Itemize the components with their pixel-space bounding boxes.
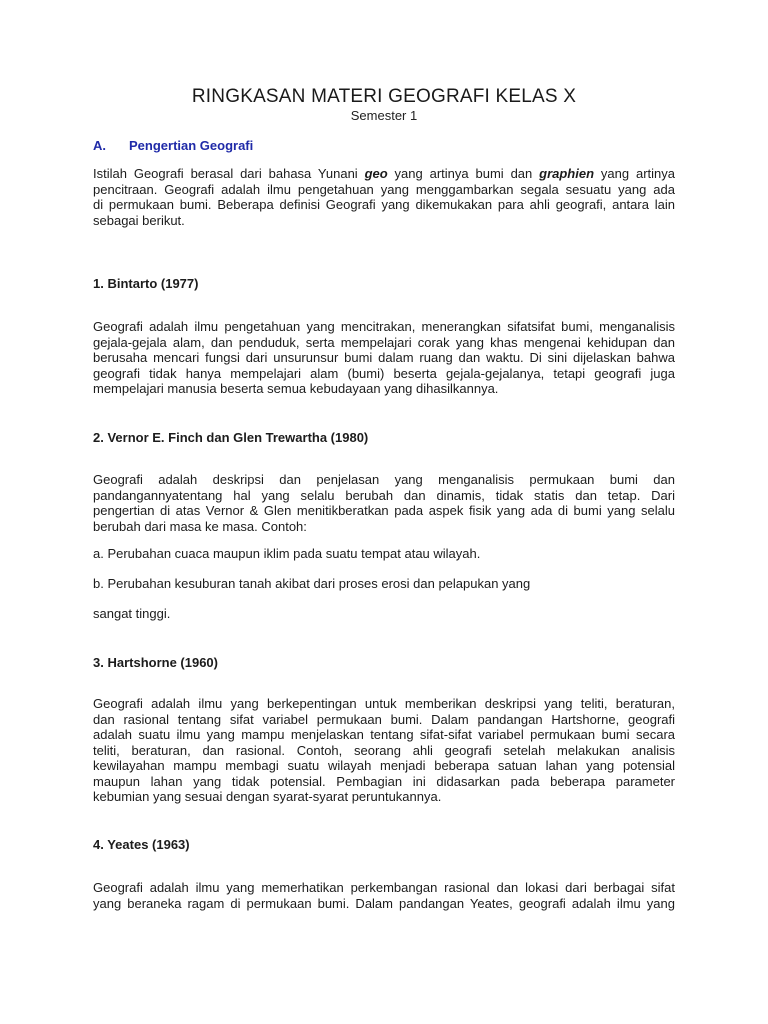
- def3-line: Geografi adalah ilmu yang berkepentingan untuk memberikan deskripsi yang teliti, beraturan,: [93, 696, 675, 711]
- def1-paragraph: [93, 319, 675, 397]
- def4-heading: 4. Yeates (1963): [93, 837, 190, 852]
- def3-paragraph: [93, 696, 675, 805]
- def1-line: Geografi adalah ilmu pengetahuan yang mencitrakan, menerangkan sifatsifat bumi, menganalisis: [93, 319, 675, 334]
- intro-text-c: yang artinya: [594, 166, 676, 181]
- def3-line: dan rasional tentang sifat variabel permukaan bumi. Dalam pandangan Hartshorne, geografi: [93, 711, 675, 727]
- def3-line: maupun lahan yang tidak potensial. Pembagian ini didasarkan pada beberapa parameter: [93, 773, 675, 789]
- def2-line: pandangannyatentang hal yang selalu berubah dan dinamis, tidak statis dan tetap. Dari: [93, 487, 675, 503]
- def2-item-a: a. Perubahan cuaca maupun iklim pada suatu tempat atau wilayah.: [93, 546, 481, 561]
- def3-line: teliti, beraturan, dan rasional. Contoh, seorang ahli geografi setelah melakukan analisis: [93, 742, 675, 758]
- intro-text-b: yang artinya bumi dan: [387, 166, 540, 181]
- intro-line-2: pencitraan. Geografi adalah ilmu pengetahuan yang menggambarkan segala sesuatu yang ada: [93, 181, 675, 197]
- document-title: RINGKASAN MATERI GEOGRAFI KELAS X: [191, 86, 577, 107]
- document-subtitle: Semester 1: [350, 108, 418, 123]
- def1-line: geografi tidak hanya mempelajari alam (bumi) beserta gejala-gejalanya, tetapi geografi juga: [93, 365, 675, 381]
- intro-line-1: [93, 166, 675, 182]
- def2-line: berubah dari masa ke masa. Contoh:: [93, 518, 307, 534]
- def4-line: yang beraneka ragam di permukaan bumi. Dalam pandangan Yeates, geografi adalah ilmu yang: [93, 895, 675, 911]
- def2-item-b-continued: sangat tinggi.: [93, 606, 171, 621]
- def3-line: adalah suatu ilmu yang mampu menjelaskan tentang sifat-sifat variabel permukaan bumi secara: [93, 727, 675, 742]
- term-graphien: graphien: [539, 166, 595, 181]
- def1-heading: 1. Bintarto (1977): [93, 276, 199, 291]
- term-geo: geo: [364, 166, 388, 181]
- def2-item-b: b. Perubahan kesuburan tanah akibat dari proses erosi dan pelapukan yang: [93, 576, 531, 591]
- def3-heading: 3. Hartshorne (1960): [93, 655, 218, 670]
- intro-line-3: di permukaan bumi. Beberapa definisi Geografi yang dikemukakan para ahli geografi, antara lain: [93, 197, 675, 212]
- def4-line: Geografi adalah ilmu yang memerhatikan perkembangan rasional dan lokasi dari berbagai sifat: [93, 880, 675, 895]
- def4-paragraph: [93, 880, 675, 911]
- section-a-heading: [93, 138, 253, 153]
- section-a-label: Pengertian Geografi: [129, 138, 254, 153]
- def1-line: berusaha mencari fungsi dari unsurunsur bumi dalam ruang dan waktu. Di sini dijelaskan bahwa: [93, 350, 675, 365]
- def3-line: kebumian yang sesuai dengan syarat-syarat peruntukannya.: [93, 789, 442, 804]
- section-a-letter: A.: [93, 138, 106, 153]
- def1-line: mempelajari manusia beserta semua kebudayaan yang dihasilkannya.: [93, 381, 499, 396]
- intro-text-a: Istilah Geografi berasal dari bahasa Yunani: [93, 166, 365, 181]
- def2-paragraph: [93, 472, 675, 534]
- intro-line-4: sebagai berikut.: [93, 212, 185, 228]
- def2-line: pengertian di atas Vernor & Glen menitikberatkan pada aspek fisik yang ada di bumi yang selalu: [93, 503, 675, 518]
- def2-heading: 2. Vernor E. Finch dan Glen Trewartha (1980): [93, 430, 369, 445]
- def2-line: Geografi adalah deskripsi dan penjelasan yang menganalisis permukaan bumi dan: [93, 472, 675, 487]
- def1-line: gejala-gejala alam, dan penduduk, serta mempelajari corak yang khas mengenai kehidupan dan: [93, 334, 675, 350]
- def3-line: kewilayahan mampu membagi suatu wilayah menjadi beberapa satuan lahan yang potensial: [93, 758, 675, 773]
- intro-paragraph: [93, 166, 675, 228]
